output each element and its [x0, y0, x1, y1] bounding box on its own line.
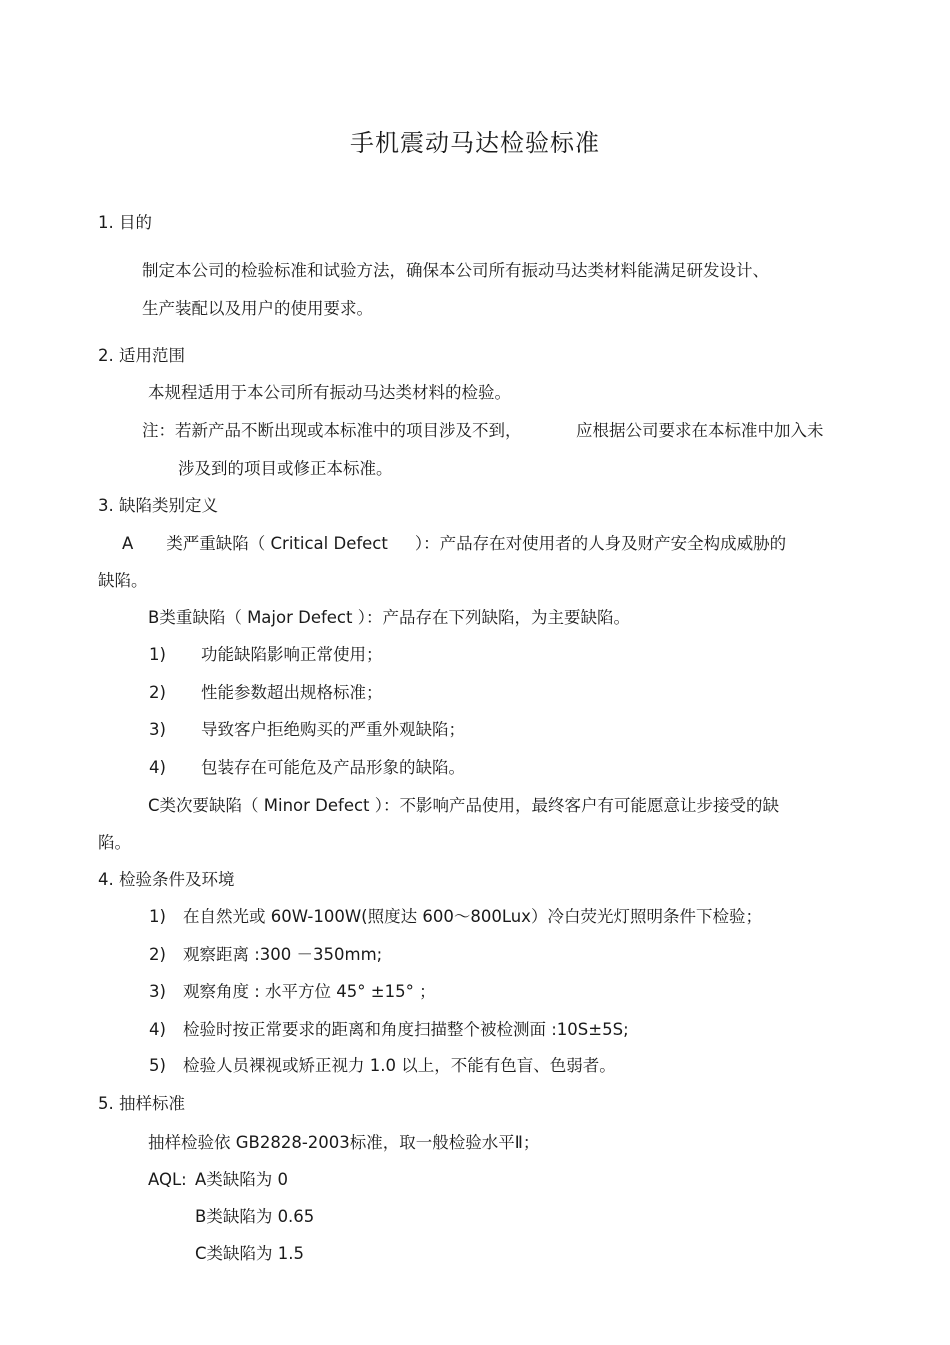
condition-item-text: 检验时按正常要求的距离和角度扫描整个被检测面 :10S±5S; [183, 1020, 629, 1039]
critical-defect-definition: A 类严重缺陷（ Critical Defect ）：产品存在对使用者的人身及财产安全构成威胁的 [122, 534, 787, 553]
condition-item-text: 在自然光或 60W-100W(照度达 600～800Lux）冷白荧光灯照明条件下检验； [183, 907, 762, 926]
minor-defect-definition-continuation: 陷。 [98, 833, 131, 852]
section-3-heading: 3. 缺陷类别定义 [98, 496, 218, 515]
section-2-text: 本规程适用于本公司所有振动马达类材料的检验。 [148, 383, 511, 402]
aql-value-a: A类缺陷为 0 [195, 1170, 289, 1189]
major-defect-item-text: 性能参数超出规格标准； [201, 683, 383, 702]
section-2-heading: 2. 适用范围 [98, 346, 185, 365]
aql-value-b: B类缺陷为 0.65 [195, 1207, 315, 1226]
condition-item-text: 检验人员裸视或矫正视力 1.0 以上，不能有色盲、色弱者。 [183, 1056, 616, 1075]
aql-value-c: C类缺陷为 1.5 [195, 1244, 305, 1263]
sampling-standard-text: 抽样检验依 GB2828-2003标准，取一般检验水平Ⅱ； [148, 1133, 540, 1152]
critical-defect-definition-continuation: 缺陷。 [98, 571, 148, 590]
section-2-note-part-2: 应根据公司要求在本标准中加入未 [576, 421, 824, 440]
section-5-heading: 5. 抽样标准 [98, 1094, 185, 1113]
major-defect-item-number: 1) [149, 645, 166, 664]
condition-item-number: 1) [149, 907, 166, 926]
section-4-heading: 4. 检验条件及环境 [98, 870, 235, 889]
major-defect-item-text: 功能缺陷影响正常使用； [201, 645, 383, 664]
condition-item-number: 2) [149, 945, 166, 964]
section-1-text-line-1: 制定本公司的检验标准和试验方法，确保本公司所有振动马达类材料能满足研发设计、 [142, 261, 769, 280]
major-defect-definition: B类重缺陷（ Major Defect ）：产品存在下列缺陷，为主要缺陷。 [148, 608, 630, 627]
condition-item-number: 3) [149, 982, 166, 1001]
section-2-note-part-1: 注：若新产品不断出现或本标准中的项目涉及不到， [142, 421, 522, 440]
section-2-note-continuation: 涉及到的项目或修正本标准。 [178, 459, 393, 478]
aql-label: AQL: [148, 1170, 187, 1189]
condition-item-text: 观察距离 :300 －350mm; [183, 945, 383, 964]
minor-defect-definition: C类次要缺陷（ Minor Defect ）：不影响产品使用，最终客户有可能愿意让步接受的缺 [148, 796, 780, 815]
major-defect-item-text: 导致客户拒绝购买的严重外观缺陷； [201, 720, 465, 739]
major-defect-item-number: 2) [149, 683, 166, 702]
section-1-heading: 1. 目的 [98, 213, 152, 232]
major-defect-item-number: 3) [149, 720, 166, 739]
major-defect-item-text: 包装存在可能危及产品形象的缺陷。 [201, 758, 465, 777]
section-1-text-line-2: 生产装配以及用户的使用要求。 [142, 299, 373, 318]
condition-item-text: 观察角度 : 水平方位 45° ±15° ； [183, 982, 436, 1001]
major-defect-item-number: 4) [149, 758, 166, 777]
document-title: 手机震动马达检验标准 [350, 129, 600, 157]
condition-item-number: 4) [149, 1020, 166, 1039]
condition-item-number: 5) [149, 1056, 166, 1075]
